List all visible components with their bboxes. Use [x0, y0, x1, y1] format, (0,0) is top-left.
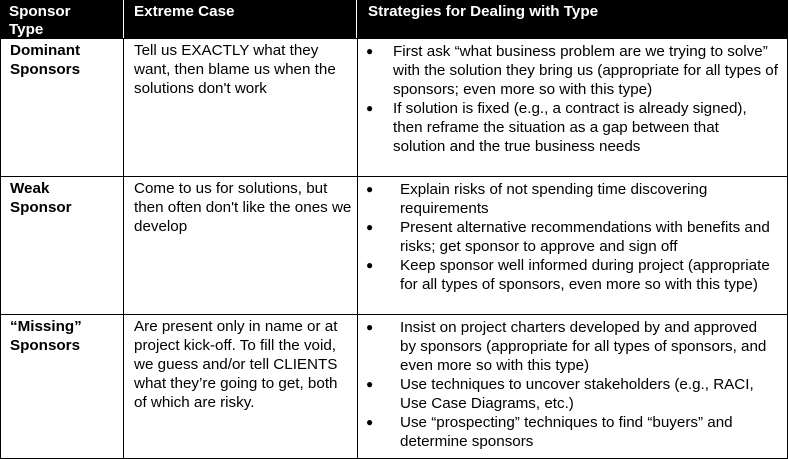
row-2-type [0, 176, 124, 315]
strategy-text: Insist on project charters developed by and approved by sponsors (appropriate for all types of sponsors, and even more so with this type) [400, 319, 767, 374]
header-strategies-label: Strategies for Dealing with Type [368, 3, 599, 20]
strategy-item [358, 218, 787, 256]
header-extreme-case [124, 0, 356, 38]
row-1-type-text: Dominant Sponsors [10, 42, 81, 78]
row-3-case [123, 314, 358, 459]
strategy-text: First ask “what business problem are we trying to solve” with the solution they bring us (appropriate for all types of sponsors; even more so with this type) [393, 43, 778, 98]
strategy-text: Present alternative recommendations with benefits and risks; get sponsor to approve and sign off [400, 219, 770, 255]
header-extreme-case-label: Extreme Case [134, 3, 235, 20]
strategy-text: Use techniques to uncover stakeholders (e.g., RACI, Use Case Diagrams, etc.) [400, 376, 754, 412]
row-3-type-text: “Missing” Sponsors [10, 318, 82, 354]
row-3-type [0, 314, 124, 459]
strategy-text: Keep sponsor well informed during project (appropriate for all types of sponsors, even more so with this type) [400, 257, 770, 293]
row-3-strategies [357, 314, 788, 459]
bullet-icon: ● [366, 258, 374, 272]
row-2-case [123, 176, 358, 315]
strategy-item [358, 180, 787, 218]
bullet-icon: ● [366, 377, 374, 391]
header-sponsor-type [0, 0, 123, 38]
bullet-icon: ● [366, 101, 374, 115]
bullet-icon: ● [366, 220, 374, 234]
strategy-item [358, 256, 787, 294]
row-2-case-text: Come to us for solutions, but then often don't like the ones we develop [134, 180, 352, 235]
row-2-strategies [357, 176, 788, 315]
row-1-strategies [357, 38, 788, 177]
row-1-case [123, 38, 358, 177]
header-strategies [357, 0, 788, 38]
strategy-item [358, 375, 787, 413]
strategy-item [358, 42, 787, 99]
strategy-item [358, 99, 787, 156]
header-sponsor-type-label: Sponsor Type [9, 3, 71, 38]
bullet-icon: ● [366, 415, 374, 429]
strategy-text: Use “prospecting” techniques to find “buyers” and determine sponsors [400, 414, 733, 450]
bullet-icon: ● [366, 44, 374, 58]
row-2-type-text: Weak Sponsor [10, 180, 72, 216]
row-1-case-text: Tell us EXACTLY what they want, then blame us when the solutions don't work [134, 42, 336, 97]
row-1-type [0, 38, 124, 177]
strategy-text: Explain risks of not spending time discovering requirements [400, 181, 708, 217]
bullet-icon: ● [366, 320, 374, 334]
strategy-item [358, 413, 787, 451]
strategy-text: If solution is fixed (e.g., a contract is already signed), then reframe the situation as a gap between that solution and the true business needs [393, 100, 747, 155]
bullet-icon: ● [366, 182, 374, 196]
strategy-item [358, 318, 787, 375]
row-3-case-text: Are present only in name or at project kick-off. To fill the void, we guess and/or tell CLIENTS what they’re going to get, both of which are risky. [134, 318, 338, 411]
